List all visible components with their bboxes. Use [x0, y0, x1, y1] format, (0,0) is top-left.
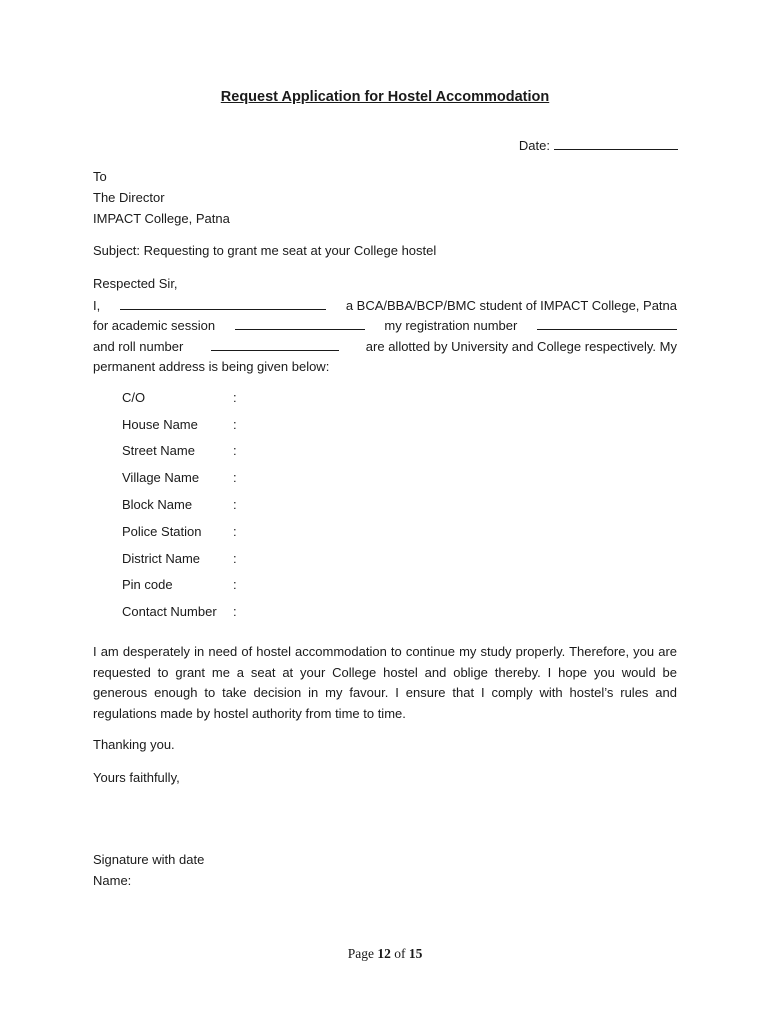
intro-line-4: permanent address is being given below:: [93, 359, 330, 374]
academic-session-blank[interactable]: [235, 317, 365, 330]
intro-line-3: [93, 338, 677, 354]
address-label-street-name: Street Name: [122, 443, 195, 458]
registration-label: my registration number: [384, 318, 518, 333]
address-colon: :: [233, 497, 237, 512]
page-word: Page: [347, 946, 374, 961]
session-label: for academic session: [93, 318, 216, 333]
name-label: Name:: [93, 873, 132, 888]
address-colon: :: [233, 470, 237, 485]
current-page-number: 12: [377, 946, 391, 961]
address-colon: :: [233, 551, 237, 566]
address-label-contact-number: Contact Number: [122, 604, 217, 619]
student-name-blank[interactable]: [120, 297, 326, 310]
closing-line: Yours faithfully,: [93, 770, 180, 785]
total-pages-number: 15: [408, 946, 423, 961]
address-label-pin-code: Pin code: [122, 577, 173, 592]
address-colon: :: [233, 604, 237, 619]
document-title: Request Application for Hostel Accommodation: [220, 89, 550, 105]
intro-line1-end: a BCA/BBA/BCP/BMC student of IMPACT College, Patna: [345, 298, 677, 313]
recipient-designation: The Director: [93, 190, 165, 205]
thanking-line: Thanking you.: [93, 737, 175, 752]
page-footer: [0, 946, 770, 962]
intro-line3-end: are allotted by University and College respectively. My: [365, 339, 677, 354]
address-label-block-name: Block Name: [122, 497, 193, 512]
address-colon: :: [233, 524, 237, 539]
roll-label: and roll number: [93, 339, 184, 354]
address-label-house-name: House Name: [122, 417, 198, 432]
intro-line-1: [93, 297, 677, 313]
date-label: Date:: [518, 138, 550, 153]
address-label-co: C/O: [122, 390, 146, 405]
subject-line: Subject: Requesting to grant me seat at your College hostel: [93, 243, 437, 258]
address-colon: :: [233, 417, 237, 432]
recipient-institution: IMPACT College, Patna: [93, 211, 230, 226]
body-paragraph: I am desperately in need of hostel accommodation to continue my study properly. Therefore, you are requested to grant me a seat at your College hostel and oblige thereby. I hope you would be generous enough to take decision in my favour. I ensure that I comply with hostel’s rules and regulations made by hostel authority from time to time.: [93, 644, 677, 721]
date-blank[interactable]: [554, 137, 678, 150]
address-colon: :: [233, 577, 237, 592]
address-label-district-name: District Name: [122, 551, 201, 566]
intro-line-2: [93, 317, 677, 333]
address-colon: :: [233, 443, 237, 458]
of-word: of: [394, 946, 406, 961]
roll-number-blank[interactable]: [211, 338, 339, 351]
intro-i: I,: [93, 298, 101, 313]
address-colon: :: [233, 390, 237, 405]
registration-number-blank[interactable]: [537, 317, 677, 330]
address-label-police-station: Police Station: [122, 524, 202, 539]
recipient-to: To: [93, 169, 107, 184]
signature-label: Signature with date: [93, 852, 205, 867]
salutation: Respected Sir,: [93, 276, 178, 291]
date-row: [519, 137, 678, 153]
address-label-village-name: Village Name: [122, 470, 200, 485]
